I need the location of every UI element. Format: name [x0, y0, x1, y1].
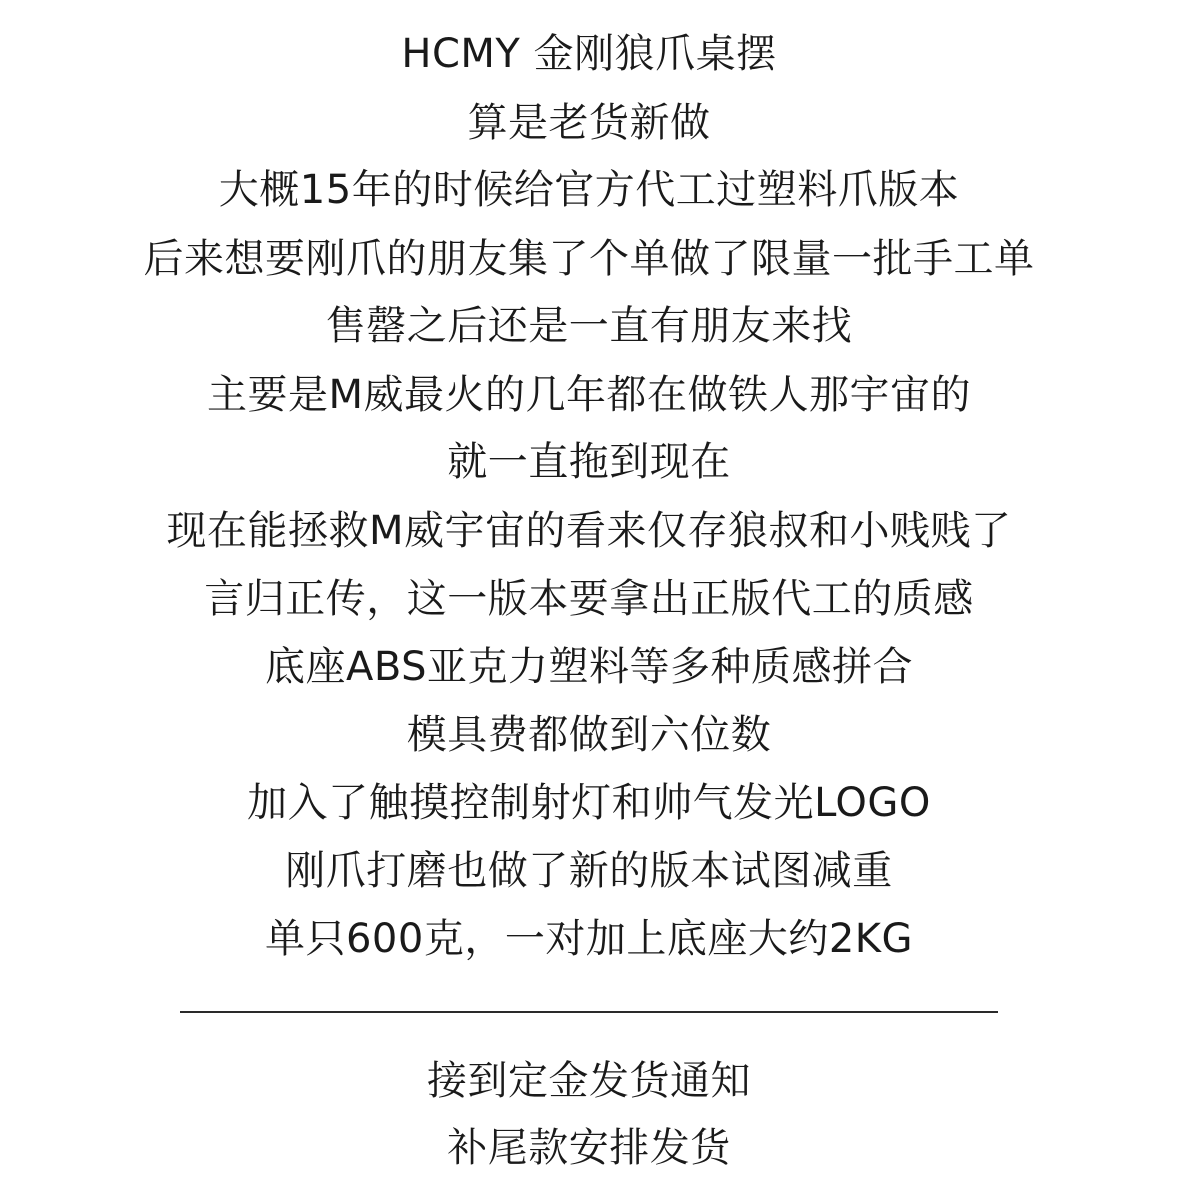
text-line: 单只600克，一对加上底座大约2KG: [264, 916, 914, 962]
text-line: 现在能拯救M威宇宙的看来仅存狼叔和小贱贱了: [166, 508, 1012, 554]
text-line: HCMY 金刚狼爪桌摆: [401, 31, 777, 77]
divider: [180, 1011, 998, 1013]
text-line: 刚爪打磨也做了新的版本试图减重: [285, 848, 893, 894]
text-line: 售罄之后还是一直有朋友来找: [325, 303, 853, 349]
text-line: 大概15年的时候给官方代工过塑料爪版本: [218, 167, 960, 213]
text-line: 算是老货新做: [467, 100, 711, 146]
text-line: 后来想要刚爪的朋友集了个单做了限量一批手工单: [143, 236, 1035, 282]
text-line: 加入了触摸控制射灯和帅气发光LOGO: [247, 780, 931, 826]
text-line: 言归正传，这一版本要拿出正版代工的质感: [204, 576, 974, 622]
text-line: 底座ABS亚克力塑料等多种质感拼合: [265, 644, 913, 690]
text-line: 模具费都做到六位数: [406, 712, 772, 758]
notice-line: 接到定金发货通知: [427, 1058, 751, 1104]
text-line: 主要是M威最火的几年都在做铁人那宇宙的: [206, 372, 971, 418]
text-line: 就一直拖到现在: [447, 439, 731, 485]
notice-line: 补尾款安排发货: [447, 1125, 731, 1171]
